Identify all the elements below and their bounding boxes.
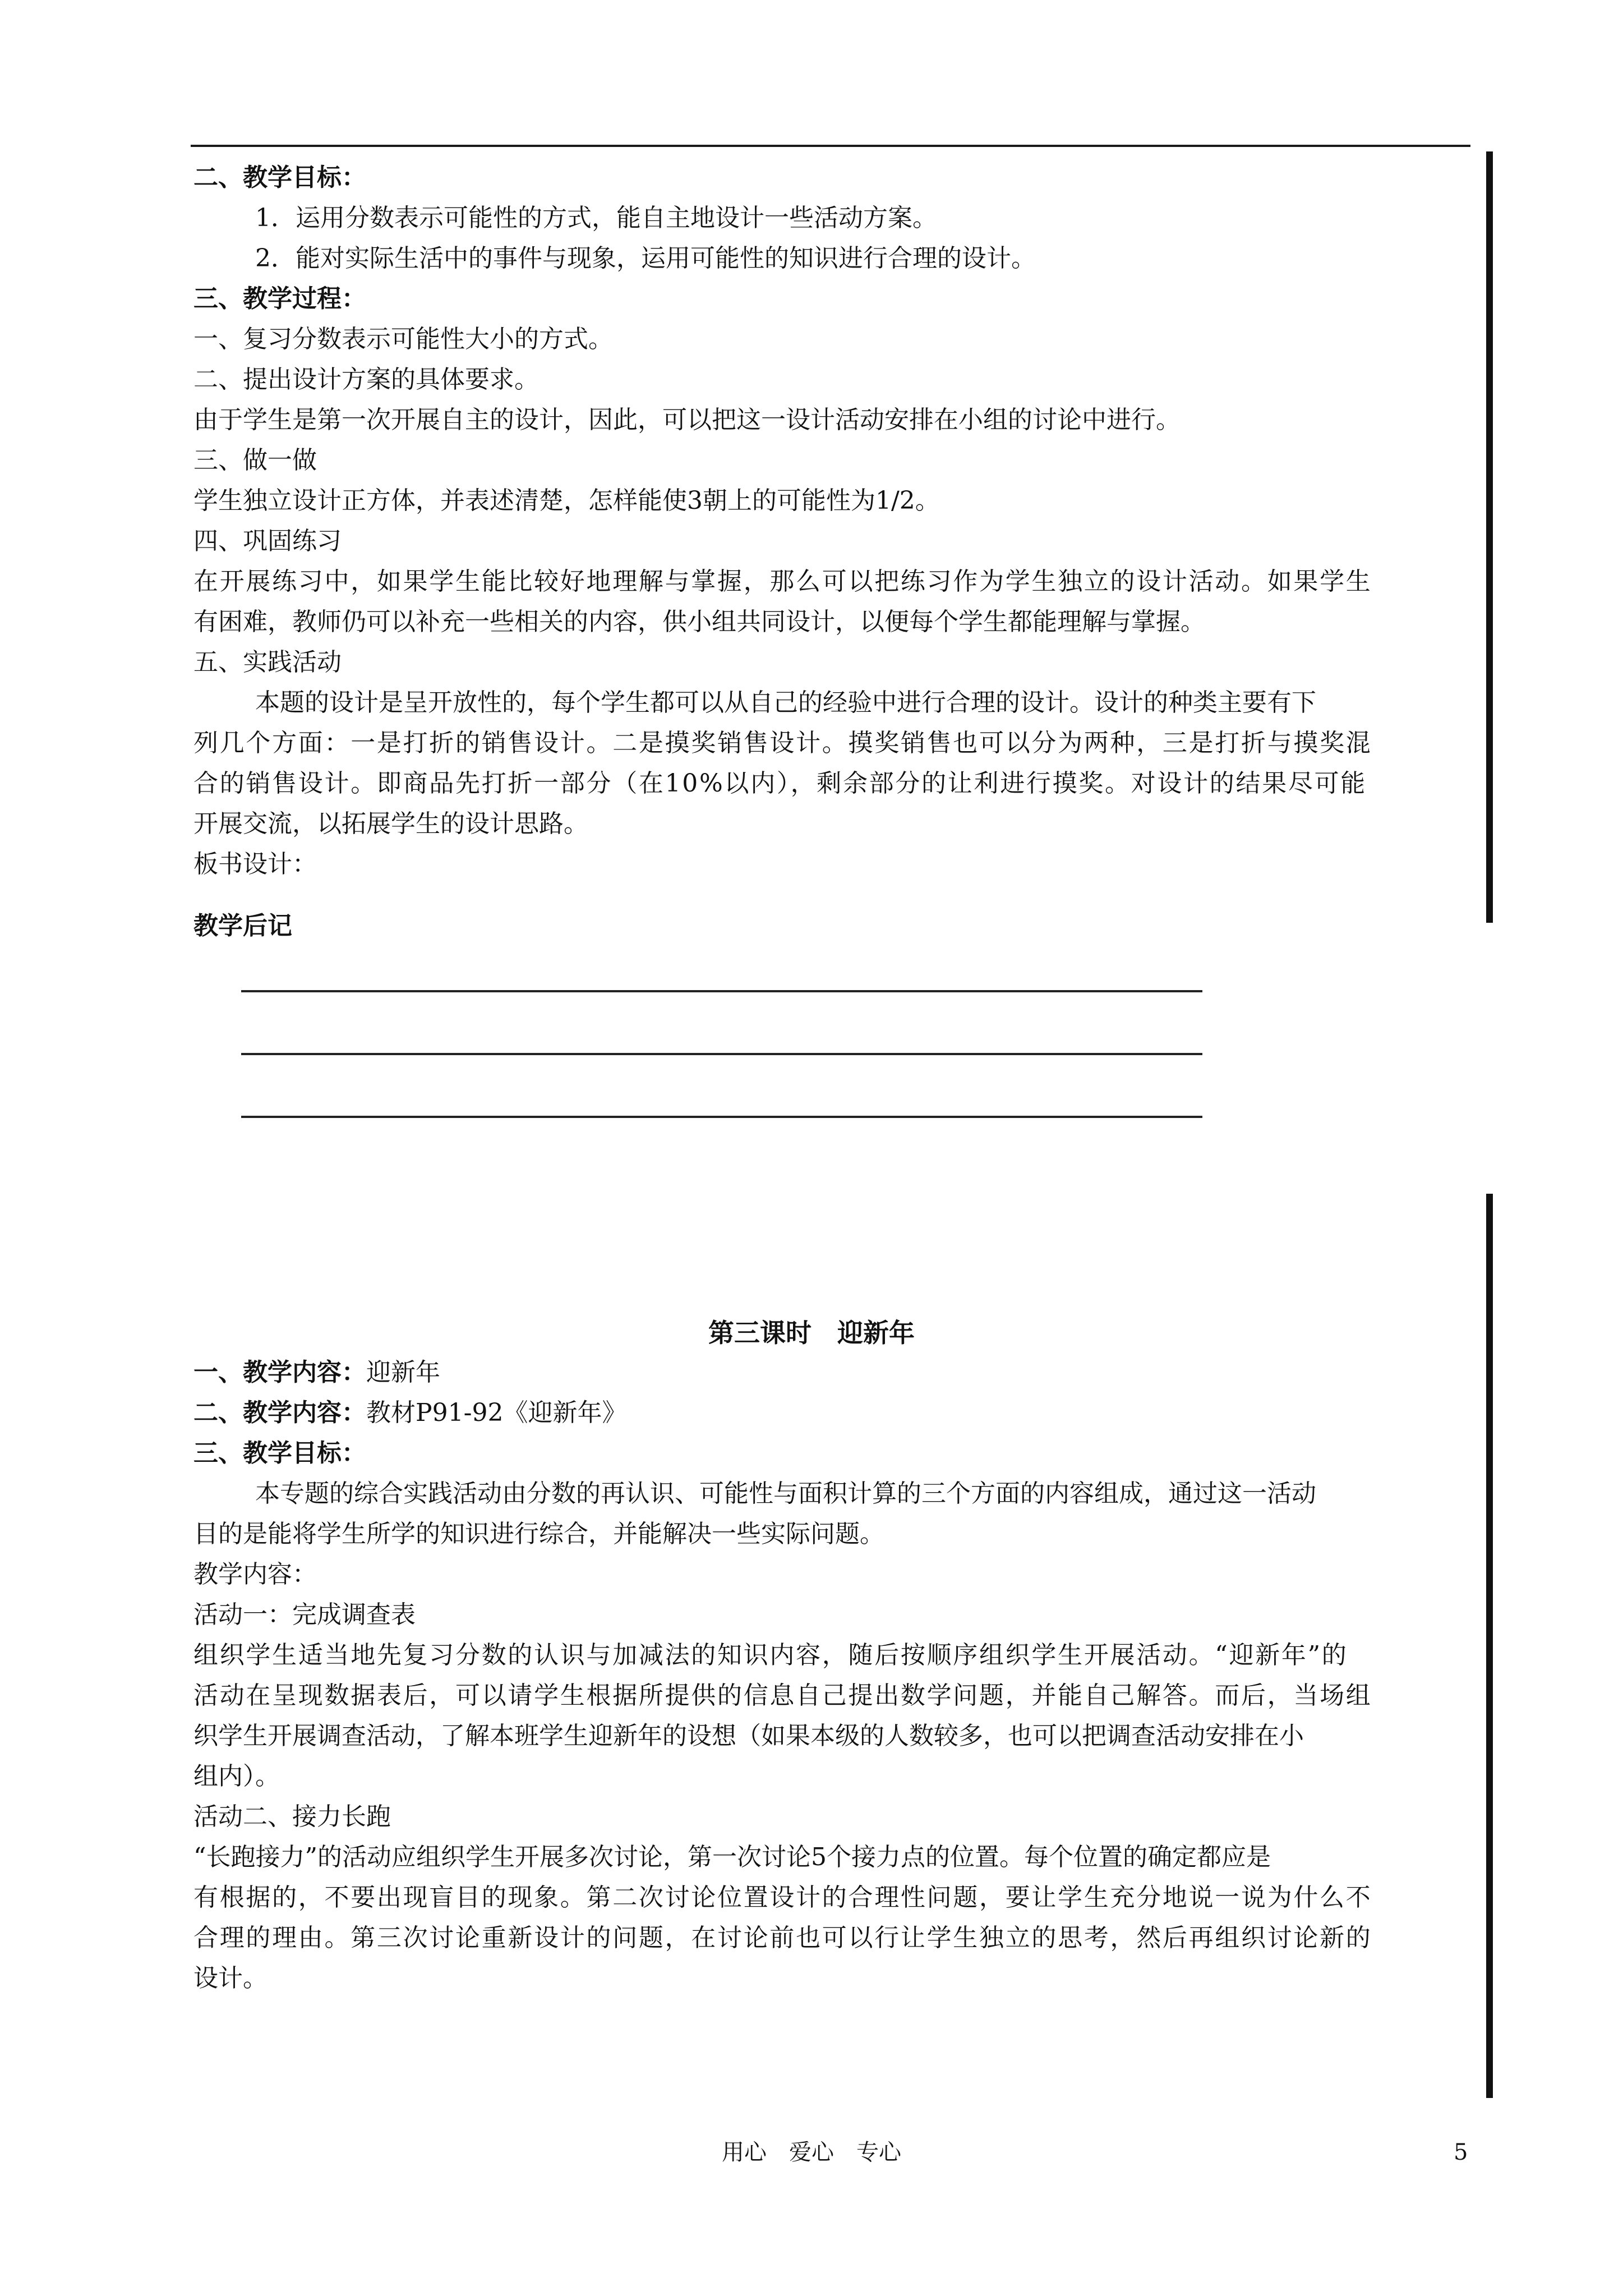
step-text: 学生独立设计正方体，并表述清楚，怎样能使3朝上的可能性为1/2。 bbox=[193, 486, 940, 515]
right-margin-bar bbox=[1486, 151, 1493, 923]
goals-text: 目的是能将学生所学的知识进行综合，并能解决一些实际问题。 bbox=[193, 1520, 884, 1548]
board-design-label: 板书设计： bbox=[193, 850, 317, 878]
step-text: 开展交流，以拓展学生的设计思路。 bbox=[193, 809, 588, 838]
activity-text: 设计。 bbox=[193, 1964, 268, 1993]
step-text: 本题的设计是呈开放性的，每个学生都可以从自己的经验中进行合理的设计。设计的种类主要有下 bbox=[255, 688, 1316, 717]
goals-text: 本专题的综合实践活动由分数的再认识、可能性与面积计算的三个方面的内容组成，通过这一活动 bbox=[255, 1479, 1316, 1508]
content-label: 二、教学内容： bbox=[193, 1398, 366, 1427]
content-row bbox=[193, 1397, 626, 1429]
content-value: 教材P91-92《迎新年》 bbox=[366, 1398, 627, 1427]
step-text: 合的销售设计。即商品先打折一部分（在10%以内），剩余部分的让利进行摸奖。对设计的结果尽可能 bbox=[193, 769, 1367, 798]
activity-text: 组织学生适当地先复习分数的认识与加减法的知识内容，随后按顺序组织学生开展活动。“迎新年”的 bbox=[193, 1641, 1348, 1669]
step-text: 在开展练习中，如果学生能比较好地理解与掌握，那么可以把练习作为学生独立的设计活动。如果学生 bbox=[193, 567, 1372, 596]
activity-text: 合理的理由。第三次讨论重新设计的问题，在讨论前也可以行让学生独立的思考，然后再组织讨论新的 bbox=[193, 1924, 1372, 1952]
activity-text: 有根据的，不要出现盲目的现象。第二次讨论位置设计的合理性问题，要让学生充分地说一说为什么不 bbox=[193, 1883, 1372, 1912]
step-heading: 五、实践活动 bbox=[193, 648, 342, 677]
postscript-heading: 教学后记 bbox=[193, 912, 292, 940]
content-label: 一、教学内容： bbox=[193, 1358, 366, 1387]
step-text: 列几个方面：一是打折的销售设计。二是摸奖销售设计。摸奖销售也可以分为两种，三是打折与摸奖混 bbox=[193, 729, 1372, 757]
footer-slogan: 用心 爱心 专心 bbox=[722, 2139, 901, 2165]
activity-text: 织学生开展调查活动，了解本班学生迎新年的设想（如果本级的人数较多，也可以把调查活动安排在小 bbox=[193, 1722, 1304, 1750]
blank-writing-line bbox=[241, 1116, 1202, 1118]
goals-heading: 三、教学目标： bbox=[193, 1439, 366, 1467]
step-text: 有困难，教师仍可以补充一些相关的内容，供小组共同设计，以便每个学生都能理解与掌握。 bbox=[193, 608, 1205, 636]
blank-writing-line bbox=[241, 1053, 1202, 1055]
content-row bbox=[193, 1357, 440, 1388]
step-heading: 二、提出设计方案的具体要求。 bbox=[193, 365, 539, 394]
activity-heading: 活动一：完成调查表 bbox=[193, 1600, 416, 1629]
lesson-title: 第三课时 迎新年 bbox=[708, 1318, 915, 1348]
goals-heading: 二、教学目标： bbox=[193, 163, 366, 192]
step-text: 由于学生是第一次开展自主的设计，因此，可以把这一设计活动安排在小组的讨论中进行。 bbox=[193, 406, 1181, 434]
step-heading: 四、巩固练习 bbox=[193, 527, 342, 555]
content-value: 迎新年 bbox=[366, 1358, 440, 1387]
activity-heading: 活动二、接力长跑 bbox=[193, 1802, 391, 1831]
step-heading: 一、复习分数表示可能性大小的方式。 bbox=[193, 325, 613, 353]
blank-writing-line bbox=[241, 990, 1202, 992]
goal-item: 1．运用分数表示可能性的方式，能自主地设计一些活动方案。 bbox=[255, 204, 937, 232]
goal-item: 2．能对实际生活中的事件与现象，运用可能性的知识进行合理的设计。 bbox=[255, 244, 1036, 273]
top-rule bbox=[191, 145, 1470, 147]
process-heading: 三、教学过程： bbox=[193, 284, 366, 313]
page-number: 5 bbox=[1454, 2139, 1468, 2165]
activity-text: 活动在呈现数据表后，可以请学生根据所提供的信息自己提出数学问题，并能自己解答。而后，当场组 bbox=[193, 1681, 1372, 1710]
teaching-content-label: 教学内容： bbox=[193, 1560, 317, 1589]
step-heading: 三、做一做 bbox=[193, 446, 317, 475]
activity-text: 组内）。 bbox=[193, 1762, 280, 1791]
activity-text: “长跑接力”的活动应组织学生开展多次讨论，第一次讨论5个接力点的位置。每个位置的确定都应是 bbox=[193, 1843, 1271, 1871]
